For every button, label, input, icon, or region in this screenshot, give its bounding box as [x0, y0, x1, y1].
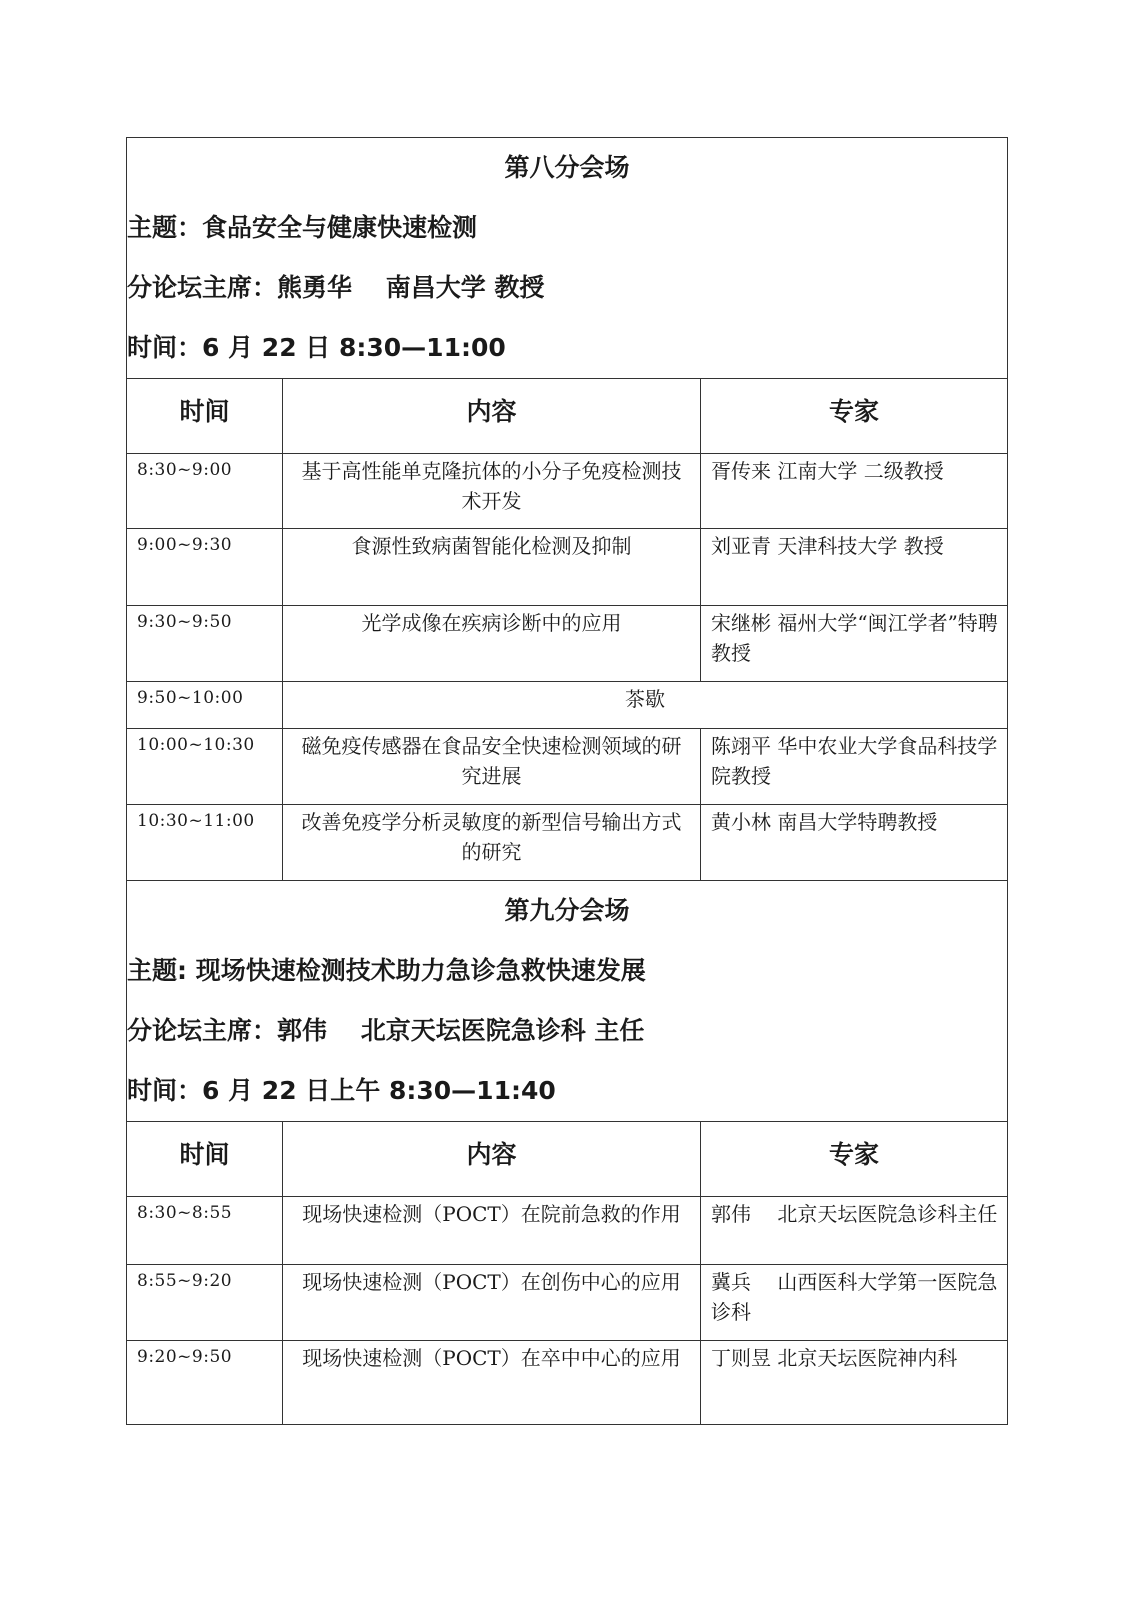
row-content: 改善免疫学分析灵敏度的新型信号输出方式的研究: [283, 805, 701, 881]
row-content: 基于高性能单克隆抗体的小分子免疫检测技术开发: [283, 454, 701, 529]
table-row: [127, 529, 1008, 606]
header-content: 内容: [283, 1122, 701, 1197]
table-header-row: [127, 1122, 1008, 1197]
row-time: 8:55~9:20: [127, 1265, 283, 1341]
tea-break: 茶歇: [283, 682, 1008, 729]
row-content: 现场快速检测（POCT）在卒中中心的应用: [283, 1341, 701, 1425]
table-row: [127, 805, 1008, 881]
row-expert: 丁则昱 北京天坛医院神内科: [701, 1341, 1008, 1425]
table-row: [127, 1197, 1008, 1265]
table-row: [127, 1265, 1008, 1341]
table-row: [127, 606, 1008, 682]
row-time: 8:30~9:00: [127, 454, 283, 529]
schedule-table: [126, 137, 1008, 1425]
row-time: 9:20~9:50: [127, 1341, 283, 1425]
row-time: 10:30~11:00: [127, 805, 283, 881]
session-time: 时间：6 月 22 日 8:30—11:00: [127, 333, 506, 362]
row-content: 食源性致病菌智能化检测及抑制: [283, 529, 701, 606]
session-time: 时间：6 月 22 日上午 8:30—11:40: [127, 1076, 556, 1105]
row-time: 8:30~8:55: [127, 1197, 283, 1265]
table-row: [127, 454, 1008, 529]
row-expert: 宋继彬 福州大学“闽江学者”特聘教授: [701, 606, 1008, 682]
row-expert: 黄小林 南昌大学特聘教授: [701, 805, 1008, 881]
table-row-break: [127, 682, 1008, 729]
row-expert: 郭伟 北京天坛医院急诊科主任: [701, 1197, 1008, 1265]
table-row: [127, 1341, 1008, 1425]
row-content: 现场快速检测（POCT）在创伤中心的应用: [283, 1265, 701, 1341]
row-time: 9:00~9:30: [127, 529, 283, 606]
row-content: 磁免疫传感器在食品安全快速检测领域的研究进展: [283, 729, 701, 805]
session-info-row: [127, 881, 1008, 1122]
row-expert: 陈翊平 华中农业大学食品科技学院教授: [701, 729, 1008, 805]
header-expert: 专家: [701, 379, 1008, 454]
session-chair: 分论坛主席：郭伟 北京天坛医院急诊科 主任: [127, 1016, 645, 1045]
session-title: 第九分会场: [504, 896, 630, 925]
table-header-row: [127, 379, 1008, 454]
row-time: 10:00~10:30: [127, 729, 283, 805]
session-info-row: [127, 138, 1008, 379]
row-time: 9:30~9:50: [127, 606, 283, 682]
session-info: [127, 138, 1008, 379]
header-expert: 专家: [701, 1122, 1008, 1197]
row-expert: 胥传来 江南大学 二级教授: [701, 454, 1008, 529]
session-info: [127, 881, 1008, 1122]
header-content: 内容: [283, 379, 701, 454]
row-content: 光学成像在疾病诊断中的应用: [283, 606, 701, 682]
table-row: [127, 729, 1008, 805]
session-chair: 分论坛主席：熊勇华 南昌大学 教授: [127, 273, 545, 302]
header-time: 时间: [127, 379, 283, 454]
session-theme: 主题：食品安全与健康快速检测: [127, 213, 478, 242]
row-expert: 刘亚青 天津科技大学 教授: [701, 529, 1008, 606]
header-time: 时间: [127, 1122, 283, 1197]
session-title: 第八分会场: [504, 153, 630, 182]
row-content: 现场快速检测（POCT）在院前急救的作用: [283, 1197, 701, 1265]
row-expert: 冀兵 山西医科大学第一医院急诊科: [701, 1265, 1008, 1341]
session-theme: 主题: 现场快速检测技术助力急诊急救快速发展: [127, 956, 646, 985]
row-time: 9:50~10:00: [127, 682, 283, 729]
